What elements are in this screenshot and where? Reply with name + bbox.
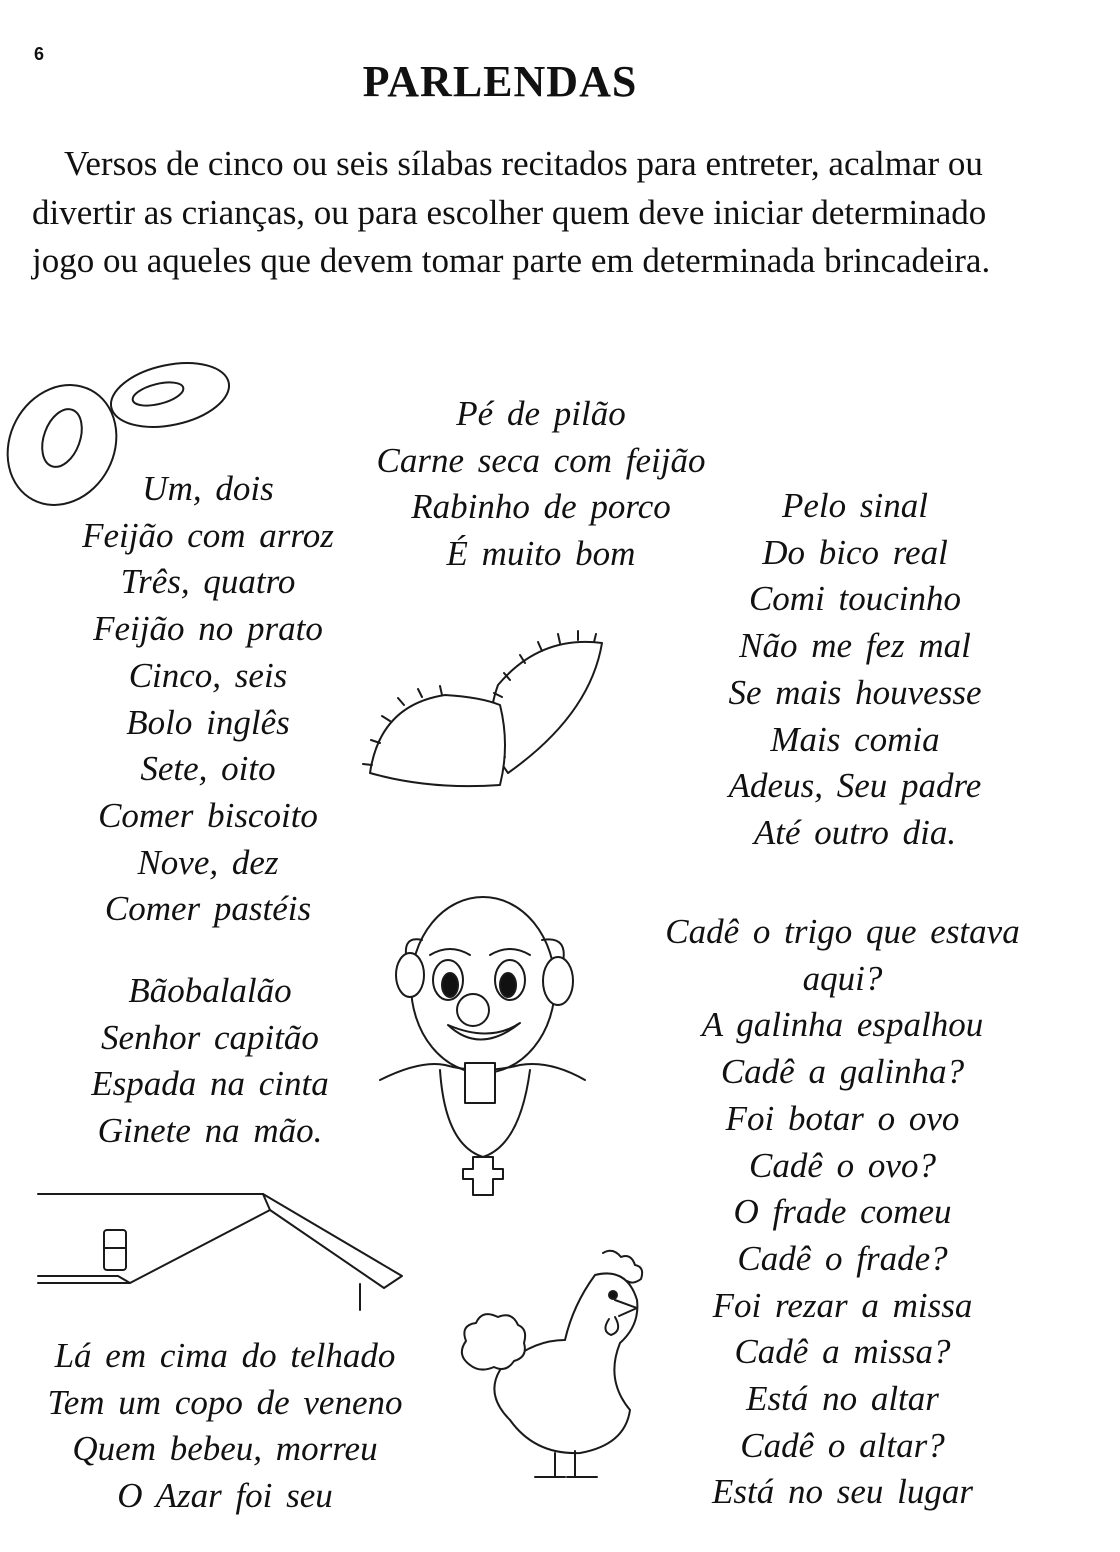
poem-line: Feijão no prato <box>93 609 323 649</box>
intro-paragraph <box>32 140 1032 286</box>
page-title: PARLENDAS <box>362 57 638 106</box>
hen-icon <box>455 1245 665 1490</box>
poem-line: Cadê o ovo? <box>749 1145 936 1185</box>
roof-icon <box>38 1188 408 1318</box>
poem-la-em-cima <box>20 1333 430 1520</box>
poem-line: Não me fez mal <box>739 626 971 666</box>
poem-line: Nove, dez <box>137 842 279 882</box>
poem-line: Adeus, Seu padre <box>728 766 982 806</box>
poem-line: Bãobalalão <box>128 971 292 1010</box>
poem-pe-de-pilao <box>355 391 727 578</box>
poem-pelo-sinal <box>700 483 1010 857</box>
friar-icon <box>370 895 600 1200</box>
poem-line: Cadê a missa? <box>734 1332 951 1372</box>
poem-line: Espada na cinta <box>91 1064 329 1104</box>
poem-line: Está no altar <box>746 1379 939 1419</box>
poem-line: Cadê o frade? <box>737 1238 948 1278</box>
poem-line: Três, quatro <box>120 562 296 602</box>
poem-um-dois <box>58 466 358 933</box>
poem-line: Quem bebeu, morreu <box>72 1429 378 1469</box>
page-number: 6 <box>34 44 45 64</box>
poem-line: Pelo sinal <box>782 486 928 525</box>
poem-line: Cinco, seis <box>128 655 288 695</box>
poem-line: Feijão com arroz <box>82 515 334 555</box>
poem-line: O Azar foi seu <box>117 1476 333 1516</box>
intro-text: Versos de cinco ou seis sílabas recitados para entreter, acalmar ou divertir as crianças, ou para escolher quem deve iniciar determinado jogo ou aqueles que devem tomar parte em determinada brincadeira. <box>32 144 991 280</box>
poem-line: Cadê o altar? <box>740 1425 945 1465</box>
poem-line: Ginete na mão. <box>97 1111 323 1151</box>
poem-line: Se mais houvesse <box>728 672 982 712</box>
poem-line: Foi botar o ovo <box>725 1098 960 1138</box>
poem-line: Cadê o trigo que estava <box>665 912 1020 951</box>
donut-icon <box>0 350 240 520</box>
poem-cade-o-trigo <box>640 909 1045 1516</box>
pastel-icon <box>360 625 610 790</box>
poem-line: Cadê a galinha? <box>720 1052 965 1092</box>
poem-line: Carne seca com feijão <box>376 440 706 480</box>
poem-line: Rabinho de porco <box>411 487 671 527</box>
poem-line: O frade comeu <box>733 1192 952 1232</box>
poem-line: Senhor capitão <box>101 1017 319 1057</box>
poem-line: Até outro dia. <box>753 812 957 852</box>
poem-line: Foi rezar a missa <box>712 1285 973 1325</box>
poem-line: Pé de pilão <box>456 394 626 433</box>
poem-line: Bolo inglês <box>126 702 290 742</box>
poem-line: Comer biscoito <box>98 795 318 835</box>
poem-line: Do bico real <box>762 532 948 572</box>
poem-baobalalao <box>60 968 360 1155</box>
poem-line: Sete, oito <box>140 749 276 789</box>
poem-line: Um, dois <box>142 469 274 508</box>
poem-line: A galinha espalhou <box>701 1005 984 1045</box>
poem-line: Tem um copo de veneno <box>47 1382 403 1422</box>
poem-line: Está no seu lugar <box>712 1472 973 1512</box>
poem-line: É muito bom <box>446 534 636 574</box>
poem-line: Comi toucinho <box>748 579 962 619</box>
poem-line: aqui? <box>802 958 883 998</box>
poem-line: Comer pastéis <box>104 889 312 929</box>
poem-line: Lá em cima do telhado <box>54 1336 396 1375</box>
poem-line: Mais comia <box>770 719 940 759</box>
